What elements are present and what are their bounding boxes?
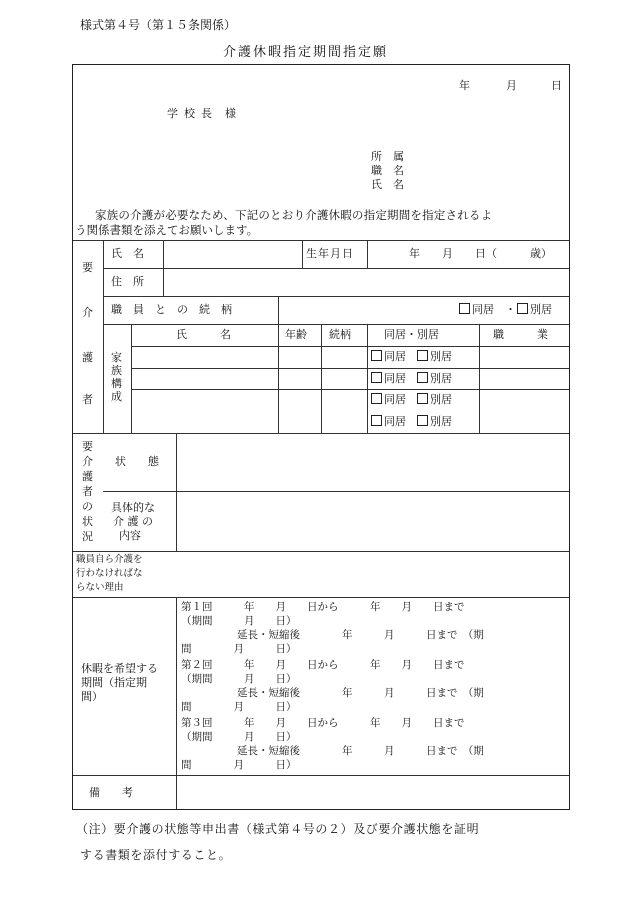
period-1-line-2: （期間 月 日） xyxy=(181,615,297,627)
date-day: 日 xyxy=(551,79,562,92)
note-line-2: する書類を添付すること。 xyxy=(80,848,232,862)
honorific: 様 xyxy=(225,107,236,120)
checkbox-icon xyxy=(517,303,528,314)
addressee: 学校長 xyxy=(167,107,218,120)
reason-label-2: 行わなければな xyxy=(76,568,143,579)
family-header-occupation: 職 業 xyxy=(493,328,548,341)
note-line-1: （注）要介護の状態等申出書（様式第４号の２）及び要介護状態を証明 xyxy=(76,822,480,836)
period-1-line-1: 第１回 年 月 日から 年 月 日まで xyxy=(181,601,465,613)
reason-label-1: 職員自ら介護を xyxy=(76,554,143,565)
checkbox-icon xyxy=(417,372,428,383)
care-recipient-label-4: 者 xyxy=(82,393,93,406)
family-row-1-cohabit[interactable]: 同居 別居 xyxy=(371,350,452,364)
request-text-1: 家族の介護が必要なため、下記のとおり介護休暇の指定期間を指定されるよ xyxy=(95,208,493,222)
checkbox-icon xyxy=(371,415,382,426)
form-title: 介護休暇指定期間指定願 xyxy=(223,45,389,60)
status-label-1: 要 xyxy=(82,440,93,453)
checkbox-icon xyxy=(417,415,428,426)
status-label-7: 況 xyxy=(82,530,93,543)
period-3-line-4: 間 月 日） xyxy=(181,759,297,771)
period-2-line-4: 間 月 日） xyxy=(181,701,297,713)
care-content-label-1: 具体的な xyxy=(111,501,155,514)
period-2-line-2: （期間 月 日） xyxy=(181,673,297,685)
family-label-3: 構 xyxy=(111,377,122,390)
family-header-age: 年齢 xyxy=(285,328,307,341)
checkbox-icon xyxy=(417,350,428,361)
name-label: 氏 名 xyxy=(111,247,144,260)
care-recipient-label-1: 要 xyxy=(82,261,93,274)
family-label-4: 成 xyxy=(111,390,122,403)
period-3-line-2: （期間 月 日） xyxy=(181,731,297,743)
family-row-3-cohabit[interactable]: 同居 別居 xyxy=(371,393,452,407)
checkbox-icon xyxy=(371,372,382,383)
relation-dot: ・ xyxy=(505,303,516,316)
relation-separate-option[interactable]: 別居 xyxy=(517,303,552,317)
period-2-line-1: 第２回 年 月 日から 年 月 日まで xyxy=(181,659,465,671)
period-label-2: 期間（指定期 xyxy=(81,676,147,689)
form-number: 様式第４号（第１５条関係） xyxy=(80,18,237,32)
care-recipient-label-2: 介 xyxy=(82,306,93,319)
reason-label-3: らない理由 xyxy=(76,582,124,593)
family-row-4-cohabit[interactable]: 同居 別居 xyxy=(371,415,452,429)
family-header-name: 氏 名 xyxy=(176,328,231,341)
request-text-2: う関係書類を添えてお願いします。 xyxy=(75,223,259,237)
status-label-2: 介 xyxy=(82,455,93,468)
care-content-label-3: 内容 xyxy=(119,529,141,542)
request-form xyxy=(72,64,570,810)
period-3-line-3: 延長・短縮後 年 月 日まで （期 xyxy=(237,745,484,757)
checkbox-icon xyxy=(371,393,382,404)
status-label-5: の xyxy=(82,500,93,513)
checkbox-icon xyxy=(459,303,470,314)
date-month: 月 xyxy=(506,79,517,92)
family-label-2: 族 xyxy=(111,364,122,377)
period-3-line-1: 第３回 年 月 日から 年 月 日まで xyxy=(181,717,465,729)
date-year: 年 xyxy=(459,79,470,92)
applicant-name-label: 氏 名 xyxy=(371,178,404,191)
family-header-cohabit: 同居・別居 xyxy=(384,328,439,341)
birth-label: 生年月日 xyxy=(306,247,354,260)
status-label-3: 護 xyxy=(82,470,93,483)
position-label: 職 名 xyxy=(371,164,404,177)
relation-cohabit-option[interactable]: 同居 xyxy=(459,303,494,317)
family-row-2-cohabit[interactable]: 同居 別居 xyxy=(371,372,452,386)
period-label-3: 間） xyxy=(81,690,103,703)
birth-value: 年 月 日（ 歳） xyxy=(409,247,552,260)
remarks-label: 備 考 xyxy=(89,786,133,799)
relation-label: 職 員 と の 続 柄 xyxy=(111,303,232,316)
care-recipient-label-3: 護 xyxy=(82,351,93,364)
state-label: 状 態 xyxy=(115,455,159,468)
address-label: 住 所 xyxy=(111,275,144,288)
status-label-6: 状 xyxy=(82,515,93,528)
family-header-relation: 続柄 xyxy=(329,328,351,341)
period-1-line-3: 延長・短縮後 年 月 日まで （期 xyxy=(237,629,484,641)
family-label-1: 家 xyxy=(111,351,122,364)
period-2-line-3: 延長・短縮後 年 月 日まで （期 xyxy=(237,687,484,699)
checkbox-icon xyxy=(417,393,428,404)
status-label-4: 者 xyxy=(82,485,93,498)
period-1-line-4: 間 月 日） xyxy=(181,643,297,655)
period-label-1: 休暇を希望する xyxy=(81,662,158,675)
checkbox-icon xyxy=(371,350,382,361)
care-content-label-2: 介 護 の xyxy=(113,515,153,528)
affiliation-label: 所 属 xyxy=(371,150,404,163)
